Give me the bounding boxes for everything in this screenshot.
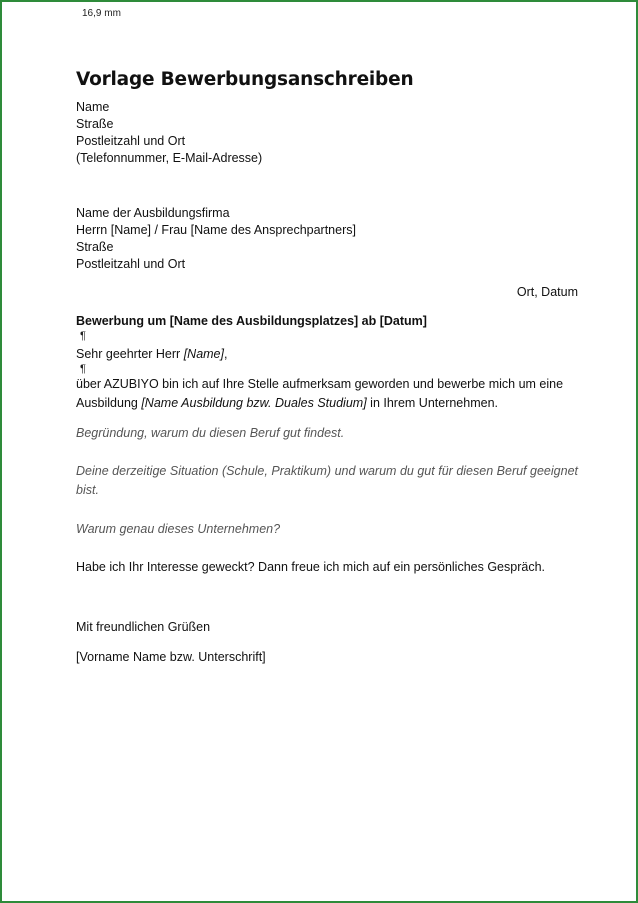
- salutation-end: ,: [223, 347, 228, 361]
- signature-placeholder: [Vorname Name bzw. Unterschrift]: [76, 650, 266, 664]
- salutation: [76, 346, 227, 363]
- subject-line: Bewerbung um [Name des Ausbildungsplatzes] ab [Datum]: [76, 314, 427, 328]
- recipient-street: Straße: [76, 240, 114, 254]
- greeting: Mit freundlichen Grüßen: [76, 620, 211, 634]
- salutation-name: [Name]: [183, 347, 224, 361]
- sender-street: Straße: [76, 117, 114, 131]
- document-title: Vorlage Bewerbungsanschreiben: [76, 69, 414, 90]
- hint-situation: Deine derzeitige Situation (Schule, Praktikum) und warum du gut für diesen Beruf geeignet bist.: [76, 464, 578, 497]
- salutation-text: Sehr geehrter Herr: [76, 347, 184, 361]
- recipient-company: Name der Ausbildungsfirma: [76, 206, 230, 220]
- recipient-contact-person: Herrn [Name] / Frau [Name des Ansprechpartners]: [76, 223, 356, 237]
- intro-paragraph: [76, 375, 578, 413]
- intro-text: über AZUBIYO bin ich auf Ihre Stelle aufmerksam geworden und bewerbe mich um eine Ausbildung: [76, 377, 564, 410]
- place-date: Ort, Datum: [516, 285, 578, 299]
- sender-name: Name: [76, 100, 110, 114]
- paragraph-mark: ¶: [80, 363, 86, 375]
- recipient-city: Postleitzahl und Ort: [76, 257, 186, 271]
- paragraph-mark: ¶: [80, 330, 86, 342]
- closing-question: Habe ich Ihr Interesse geweckt? Dann freue ich mich auf ein persönliches Gespräch.: [76, 560, 545, 574]
- hint-reason: Begründung, warum du diesen Beruf gut findest.: [76, 426, 345, 440]
- margin-measurement: 16,9 mm: [82, 8, 121, 19]
- hint-company: Warum genau dieses Unternehmen?: [76, 522, 281, 536]
- sender-contact: (Telefonnummer, E-Mail-Adresse): [76, 151, 263, 165]
- intro-placeholder: [Name Ausbildung bzw. Duales Studium]: [141, 396, 367, 410]
- intro-text-end: in Ihrem Unternehmen.: [366, 396, 498, 410]
- sender-city: Postleitzahl und Ort: [76, 134, 186, 148]
